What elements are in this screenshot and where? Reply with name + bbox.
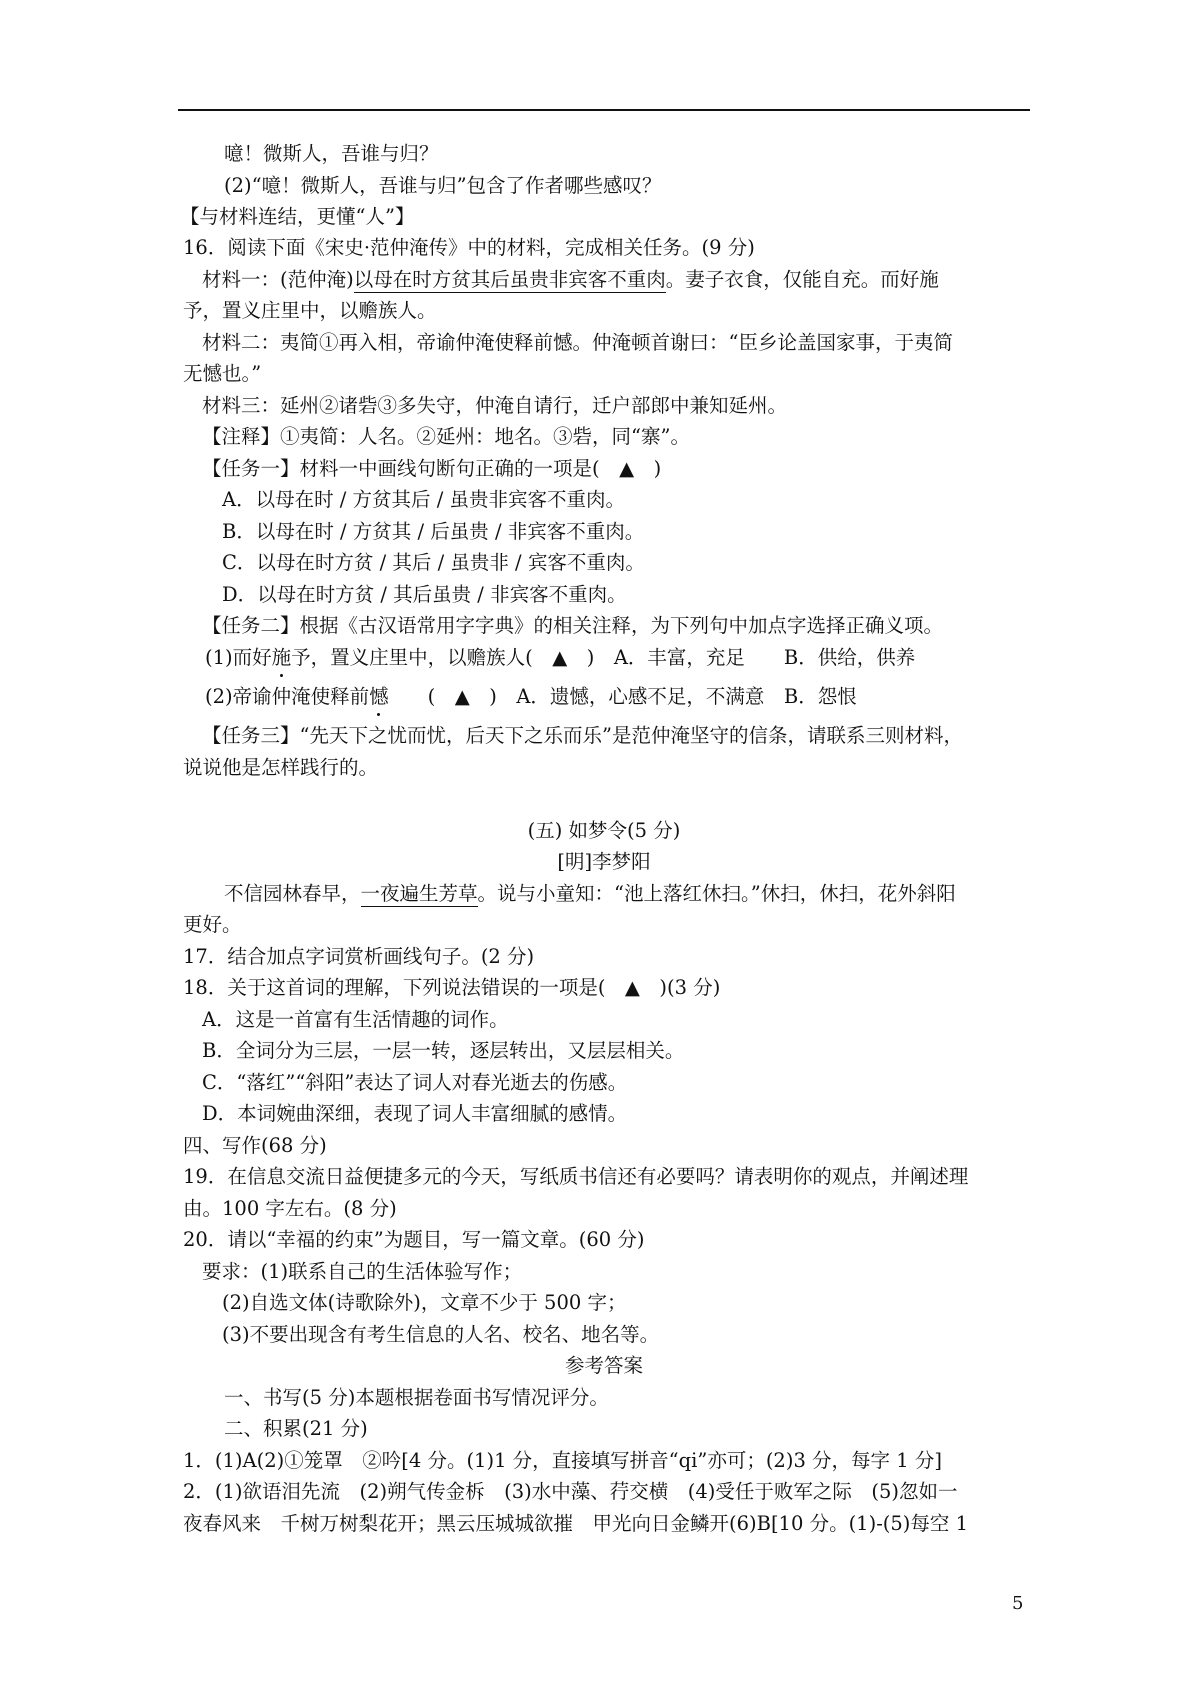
page-number: 5	[1012, 1593, 1024, 1614]
answer-line: 二、积累(21 分)	[224, 1417, 368, 1440]
answer-2: 2．(1)欲语泪先流 (2)朔气传金柝 (3)水中藻、荇交横 (4)受任于败军之际 (5)忽如一	[183, 1480, 958, 1503]
question-17: 17．结合加点字词赏析画线句子。(2 分)	[183, 945, 535, 968]
annotation: 【注释】①夷简：人名。②延州：地名。③砦，同“寨”。	[202, 425, 690, 448]
task-two: 【任务二】根据《古汉语常用字字典》的相关注释，为下列句中加点字选择正确义项。	[202, 614, 944, 637]
header-rule	[178, 109, 1030, 111]
text-line: 更好。	[183, 913, 242, 936]
option-a: A．这是一首富有生活情趣的词作。	[202, 1008, 509, 1031]
answer-line: 一、书写(5 分)本题根据卷面书写情况评分。	[224, 1386, 609, 1409]
text-line: 由。100 字左右。(8 分)	[183, 1197, 397, 1220]
option-a: A．以母在时 / 方贫其后 / 虽贵非宾客不重肉。	[222, 488, 626, 511]
option-c: C．“落红”“斜阳”表达了词人对春光逝去的伤感。	[202, 1071, 628, 1094]
task-one: 【任务一】材料一中画线句断句正确的一项是( ▲ )	[202, 457, 662, 480]
poem-text: 不信园林春早，一夜遍生芳草。说与小童知：“池上落红休扫。”休扫，休扫，花外斜阳	[224, 882, 956, 905]
underlined-sentence: 一夜遍生芳草	[360, 882, 478, 905]
question-16: 16．阅读下面《宋史·范仲淹传》中的材料，完成相关任务。(9 分)	[183, 236, 755, 259]
dotted-char: 施	[271, 646, 292, 669]
answer-1: 1．(1)A(2)①笼罩 ②吟[4 分。(1)1 分，直接填写拼音“qi”亦可；(2)3 分，每字 1 分]	[183, 1449, 942, 1472]
task-two-item-2: (2)帝谕仲淹使释前憾 ( ▲ ) A．遗憾，心感不足，不满意 B．怨恨	[205, 685, 857, 708]
question-20: 20．请以“幸福的约束”为题目，写一篇文章。(60 分)	[183, 1228, 645, 1251]
option-c: C．以母在时方贫 / 其后 / 虽贵非 / 宾客不重肉。	[222, 551, 645, 574]
poem-author: [明]李梦阳	[557, 850, 651, 873]
section-heading: 四、写作(68 分)	[183, 1134, 327, 1157]
requirement-1: 要求：(1)联系自己的生活体验写作；	[202, 1260, 523, 1283]
answer-heading: 参考答案	[564, 1354, 643, 1377]
text-line: 夜春风来 千树万树梨花开；黑云压城城欲摧 甲光向日金鳞开(6)B[10 分。(1)-(5)每空 1	[183, 1512, 969, 1535]
option-b: B．全词分为三层，一层一转，逐层转出，又层层相关。	[202, 1039, 685, 1062]
requirement-2: (2)自选文体(诗歌除外)，文章不少于 500 字；	[222, 1291, 627, 1314]
text-line: 说说他是怎样践行的。	[183, 756, 379, 779]
text-line: 噫！微斯人，吾谁与归？	[224, 142, 439, 165]
material-three: 材料三：延州②诸砦③多失守，仲淹自请行，迁户部郎中兼知延州。	[202, 394, 788, 417]
text-line: (2)“噫！微斯人，吾谁与归”包含了作者哪些感叹？	[224, 174, 662, 197]
material-two: 材料二：夷简①再入相，帝谕仲淹使释前憾。仲淹顿首谢曰：“臣乡论盖国家事，于夷简	[202, 331, 953, 354]
section-heading: 【与材料连结，更懂“人”】	[180, 205, 415, 228]
text-line: 无憾也。”	[183, 362, 262, 385]
requirement-3: (3)不要出现含有考生信息的人名、校名、地名等。	[222, 1323, 660, 1346]
dotted-char: 憾	[369, 685, 389, 708]
poem-title: (五) 如梦令(5 分)	[527, 819, 681, 842]
option-d: D．以母在时方贫 / 其后虽贵 / 非宾客不重肉。	[222, 583, 627, 606]
underlined-sentence: 以母在时方贫其后虽贵非宾客不重肉	[353, 268, 666, 291]
question-18: 18．关于这首词的理解，下列说法错误的一项是( ▲ )(3 分)	[183, 976, 721, 999]
material-one: 材料一：(范仲淹)以母在时方贫其后虽贵非宾客不重肉。妻子衣食，仅能自充。而好施	[202, 268, 939, 291]
task-two-item-1: (1)而好施予，置义庄里中，以赡族人( ▲ ) A．丰富，充足 B．供给，供养	[205, 646, 916, 669]
option-b: B．以母在时 / 方贫其 / 后虽贵 / 非宾客不重肉。	[222, 520, 645, 543]
task-three: 【任务三】“先天下之忧而忧，后天下之乐而乐”是范仲淹坚守的信条，请联系三则材料，	[202, 724, 963, 747]
text-line: 予，置义庄里中，以赡族人。	[183, 299, 437, 322]
option-d: D．本词婉曲深细，表现了词人丰富细腻的感情。	[202, 1102, 628, 1125]
question-19: 19．在信息交流日益便捷多元的今天，写纸质书信还有必要吗？请表明你的观点，并阐述理	[183, 1165, 969, 1188]
